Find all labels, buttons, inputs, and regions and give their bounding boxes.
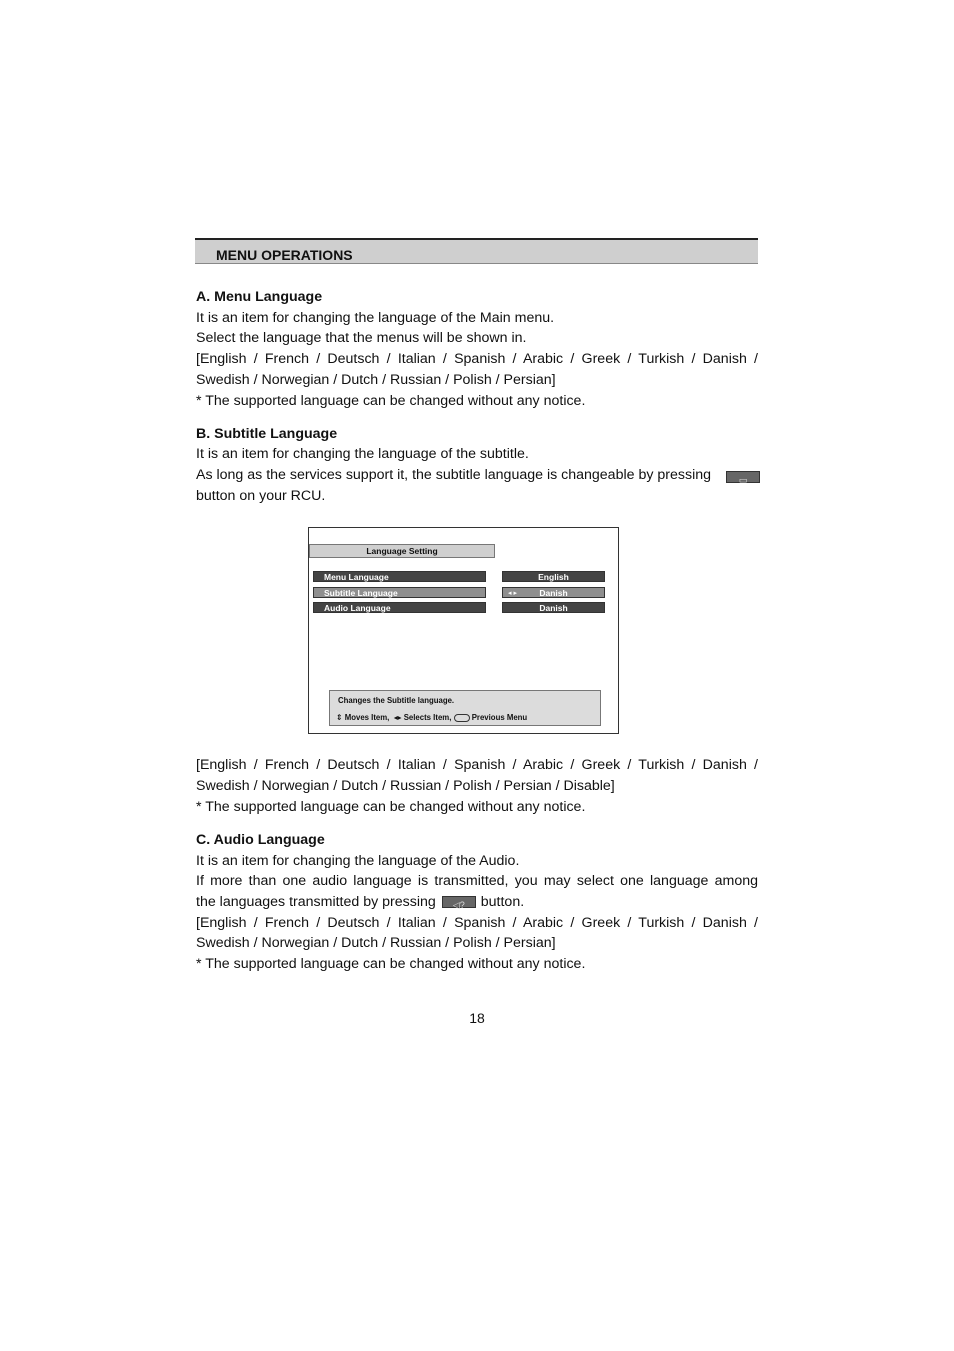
section-a-line2: Select the language that the menus will be shown in. (196, 330, 527, 346)
section-c-note: * The supported language can be changed without any notice. (196, 956, 586, 972)
section-b-line2-text: As long as the services support it, the subtitle language is changeable by pressing (196, 467, 712, 483)
section-b-line3: button on your RCU. (196, 488, 326, 504)
osd-help-prev: Previous Menu (471, 713, 528, 722)
section-b-note: * The supported language can be changed without any notice. (196, 799, 586, 815)
section-a-heading: A. Menu Language (196, 289, 323, 305)
osd-help-moves: Moves Item, (344, 713, 390, 722)
section-header-title: MENU OPERATIONS (216, 247, 353, 263)
section-b-heading: B. Subtitle Language (196, 426, 338, 442)
osd-audio-language-value[interactable]: Danish (502, 602, 605, 613)
subtitle-button-icon: ▭ (726, 471, 760, 483)
section-c-line3-text-b: button. (480, 894, 525, 910)
section-b-list-line2: Swedish / Norwegian / Dutch / Russian / Polish / Persian / Disable] (196, 778, 615, 794)
osd-title: Language Setting (309, 544, 495, 558)
section-c-line3 (196, 892, 758, 913)
section-a-list-line1: [English / French / Deutsch / Italian / Spanish / Arabic / Greek / Turkish / Danish / (196, 351, 758, 367)
up-down-arrow-icon: ⇕ (336, 713, 343, 722)
osd-audio-language-label[interactable]: Audio Language (313, 602, 486, 613)
language-setting-screen (308, 527, 619, 734)
section-b-list-line1: [English / French / Deutsch / Italian / Spanish / Arabic / Greek / Turkish / Danish / (196, 757, 758, 773)
section-header-bar (195, 238, 758, 264)
section-b-line2 (196, 465, 758, 486)
left-right-arrow-icon: ◂ ▸ (508, 590, 517, 597)
section-c-list-line1: [English / French / Deutsch / Italian / Spanish / Arabic / Greek / Turkish / Danish / (196, 915, 758, 931)
osd-subtitle-language-value-text: Danish (539, 588, 568, 598)
osd-help-description: Changes the Subtitle language. (338, 696, 455, 705)
page-number: 18 (469, 1010, 485, 1026)
section-c-line3-text-a: the languages transmitted by pressing (196, 894, 436, 910)
section-a-note: * The supported language can be changed without any notice. (196, 393, 586, 409)
osd-menu-language-value[interactable]: English (502, 571, 605, 582)
section-c-line2: If more than one audio language is transmitted, you may select one language among (196, 873, 758, 889)
osd-help-keys (336, 713, 527, 722)
osd-help-selects: Selects Item, (403, 713, 452, 722)
section-a-list-line2: Swedish / Norwegian / Dutch / Russian / Polish / Persian] (196, 372, 556, 388)
section-a-line1: It is an item for changing the language of the Main menu. (196, 310, 555, 326)
audio-button-icon: ◁? (442, 896, 476, 908)
section-c-line1: It is an item for changing the language of the Audio. (196, 853, 520, 869)
section-b-line1: It is an item for changing the language of the subtitle. (196, 446, 529, 462)
osd-menu-language-label[interactable]: Menu Language (313, 571, 486, 582)
osd-subtitle-language-label[interactable]: Subtitle Language (313, 587, 486, 598)
section-c-list-line2: Swedish / Norwegian / Dutch / Russian / Polish / Persian] (196, 935, 556, 951)
menu-button-icon (454, 714, 470, 722)
osd-subtitle-language-value[interactable] (502, 587, 605, 598)
osd-help-box (329, 690, 601, 726)
section-c-heading: C. Audio Language (196, 832, 325, 848)
left-right-arrow-icon: ◂▸ (393, 713, 402, 722)
